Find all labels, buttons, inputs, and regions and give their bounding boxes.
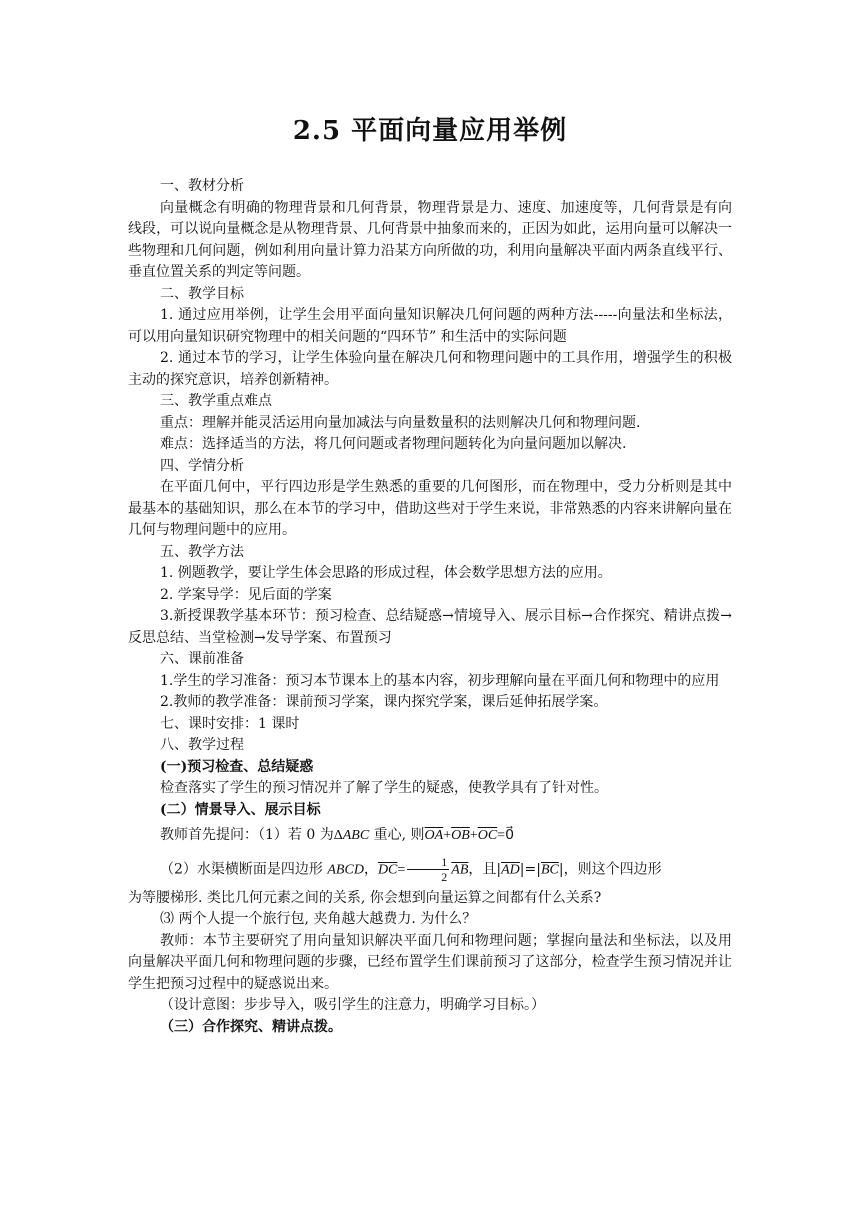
- paragraph: 难点：选择适当的方法，将几何问题或者物理问题转化为向量问题加以解决.: [160, 436, 627, 452]
- question-3: ⑶ 两个人提一个旅行包, 夹角越大越费力. 为什么？: [160, 911, 477, 927]
- zero-vector: 0: [505, 828, 514, 843]
- vector-dc: $\overline{DC}$: [377, 862, 398, 877]
- question-1-mid: 重心, 则: [369, 827, 425, 843]
- paragraph: 在平面几何中，平行四边形是学生熟悉的重要的几何图形，而在物理中，受力分析则是其中最基本的基础知识，那么在本节的学习中，借助这些对于学生来说，非常熟悉的内容来讲解向量在几何与物理问题中的应用。: [128, 479, 732, 538]
- fraction-denominator: 2: [441, 869, 448, 884]
- question-2-lead: （2）水渠横断面是四边形: [160, 861, 323, 877]
- subsection-heading-3: （三）合作探究、精讲点拨。: [160, 1018, 342, 1035]
- fraction-one-half: [407, 855, 449, 884]
- vector-ob: $\overline{OB}$: [451, 828, 470, 843]
- equals-sign: =: [397, 862, 406, 877]
- subsection-heading-1: (一)预习检查、总结疑惑: [160, 758, 314, 775]
- comma: ，: [363, 861, 378, 877]
- plus-sign: +: [443, 828, 452, 843]
- vector-ad: $\overline{AD}$: [501, 862, 520, 877]
- paragraph: 向量概念有明确的物理背景和几何背景，物理背景是力、速度、加速度等，几何背景是有向线段，可以说向量概念是从物理背景、几何背景中抽象而来的，正因为如此，运用向量可以解决一些物理和几何问题，例如利用向量计算力沿某方向所做的功，利用向量解决平面内两条直线平行、垂直位置关系的判定等问题。: [128, 199, 732, 280]
- quadrilateral-abcd: ABCD: [327, 862, 364, 877]
- question-2: [128, 851, 732, 888]
- question-2-tail: |，则这个四边形: [558, 861, 662, 877]
- subsection-heading-2: (二）情景导入、展示目标: [160, 801, 321, 818]
- abs-equals: |=|: [519, 861, 541, 877]
- question-2-continued: 为等腰梯形. 类比几何元素之间的关系, 你会想到向量运算之间都有什么关系?: [128, 889, 602, 906]
- section-heading-2: 二、教学目标: [160, 285, 244, 302]
- section-heading-3: 三、教学重点难点: [160, 393, 272, 409]
- paragraph: 1.学生的学习准备：预习本节课本上的基本内容，初步理解向量在平面几何和物理中的应用: [160, 672, 720, 689]
- document-body: [128, 176, 732, 1038]
- section-heading-7: 七、课时安排：1 课时: [160, 715, 300, 732]
- section-heading-4: 四、学情分析: [160, 457, 244, 474]
- section-heading-5: 五、教学方法: [160, 543, 244, 560]
- fraction-numerator: 1: [407, 855, 449, 870]
- section-heading-1: 一、教材分析: [160, 178, 244, 194]
- section-heading-6: 六、课前准备: [160, 651, 244, 667]
- section-heading-8: 八、教学过程: [160, 737, 244, 753]
- paragraph: 1. 通过应用举例，让学生会用平面向量知识解决几何问题的两种方法-----向量法和坐标法，可以用向量知识研究物理中的相关问题的“四环节” 和生活中的实际问题: [128, 307, 732, 345]
- vector-bc: $\overline{BC}$: [540, 862, 559, 877]
- triangle-abc: ABC: [342, 828, 370, 843]
- page-title: 2.5 平面向量应用举例: [292, 116, 568, 146]
- question-1: [128, 821, 732, 851]
- paragraph: 2. 学案导学：见后面的学案: [160, 586, 332, 603]
- vector-ab: $\overline{AB}$: [451, 862, 469, 877]
- question-1-lead: 教师首先提问：（1）若 0 为: [160, 827, 334, 843]
- paragraph: 1. 例题教学，要让学生体会思路的形成过程，体会数学思想方法的应用。: [160, 565, 612, 581]
- delta-symbol: Δ: [333, 828, 343, 843]
- plus-sign: +: [469, 828, 478, 843]
- paragraph: 2. 通过本节的学习，让学生体验向量在解决几何和物理问题中的工具作用，增强学生的积极主动的探究意识，培养创新精神。: [128, 350, 732, 388]
- paragraph: 3.新授课教学基本环节：预习检查、总结疑惑→情境导入、展示目标→合作探究、精讲点拨→反思总结、当堂检测→发导学案、布置预习: [128, 608, 732, 646]
- paragraph: 检查落实了学生的预习情况并了解了学生的疑惑，使教学具有了针对性。: [160, 780, 608, 796]
- vector-oa: $\overline{OA}$: [424, 828, 444, 843]
- equals-sign: =: [497, 828, 506, 843]
- paragraph: 教师：本节主要研究了用向量知识解决平面几何和物理问题；掌握向量法和坐标法，以及用向量解决平面几何和物理问题的步骤，已经布置学生们课前预习了这部分，检查学生预习情况并让学生把预习过程中的疑惑说出来。: [128, 932, 732, 992]
- question-2-mid: ，且|: [468, 861, 502, 877]
- paragraph: 2.教师的教学准备：课前预习学案，课内探究学案，课后延伸拓展学案。: [160, 694, 608, 710]
- design-note: （设计意图：步步导入，吸引学生的注意力，明确学习目标。）: [160, 997, 545, 1013]
- vector-oc: $\overline{OC}$: [477, 828, 498, 843]
- paragraph: 重点：理解并能灵活运用向量加减法与向量数量积的法则解决几何和物理问题.: [160, 414, 641, 431]
